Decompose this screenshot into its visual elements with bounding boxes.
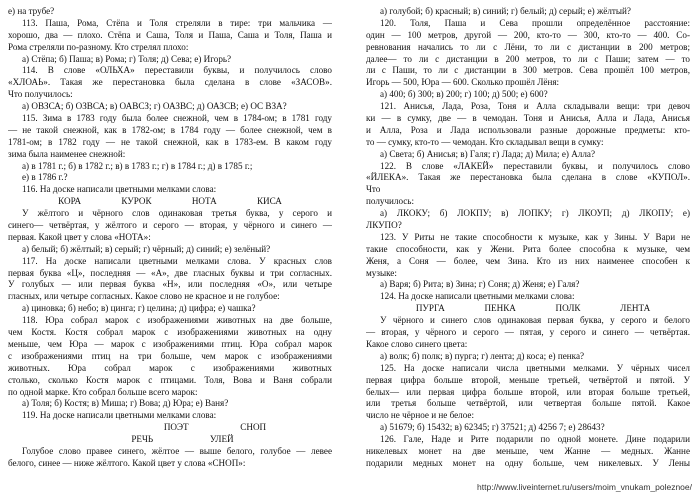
text-line: никелевых монет на две меньше, чем Жанне — медных. Жанне — [366, 445, 690, 456]
text-line: — вторая, у чёрного и серого — пятая, у серого и синего — четвёртая. — [366, 327, 690, 338]
text-line: 125. На доске написали числа цветными мелками. У чёрных чисел — [380, 362, 690, 373]
text-line: первая цифра больше второй, меньше третьей, четвёртой и пятой. У — [366, 374, 690, 385]
text-line: музыке: — [366, 267, 397, 278]
text-line: 118. Юра собрал марок с изображениями животных на две больше, — [22, 315, 332, 326]
text-line: животных. Юра собрал марок с изображениями животных — [8, 362, 332, 373]
text-line: 126. Гале, Наде и Рите подарили по одной монете. Дине подарили — [380, 434, 690, 445]
text-line: по одной марке. Кто собрал больше всего марок: — [8, 386, 198, 397]
text-line: с изображениями птиц на три больше, чем марок с изображениями — [8, 350, 332, 361]
source-url-watermark: http://www.liveinternet.ru/users/moim_vnukam_poleznoe/ — [477, 482, 692, 492]
text-line: чем Костя. Костя собрал марок с изображениями животных на одну — [8, 327, 332, 338]
answer-options: а) 51679; б) 15432; в) 62345; г) 37521; д) 4256 7; е) 28643? — [380, 422, 605, 433]
answer-options: а) в 1781 г.; б) в 1782 г.; в) в 1783 г.; г) в 1784 г.; д) в 1785 г.; — [22, 160, 253, 171]
text-line: синего— четвёртая, у жёлтого и серого — вторая, у чёрного и синего — — [8, 220, 332, 231]
text-line: далее— то ли с дистанции в 200 метров, то ли с Паши; затем — то — [366, 53, 690, 64]
text-line: ревнования начались то ли с Лёни, то ли с дистанции в 200 метров; — [366, 41, 690, 52]
word: СНОП — [240, 422, 267, 433]
text-line: такие способности, как у Жени. Рита более способна к музыке, чем — [366, 243, 690, 254]
text-line: 113. Паша, Рома, Стёпа и Толя стреляли в тире: три мальчика — — [22, 17, 332, 28]
text-line: Какое слово синего цвета: — [366, 338, 468, 349]
text-line: У жёлтого и чёрного слов одинаковая третья буква, у серого и — [22, 208, 332, 219]
text-line: — не такой снежной, как в 1782-ом; в 1784 году — более снежной, чем в — [8, 124, 332, 135]
text-line: число не чёрное и не белое: — [366, 410, 474, 421]
text-line: зима была наименее снежной: — [8, 148, 126, 159]
answer-options: а) белый; б) жёлтый; в) серый; г) чёрный; д) синий; е) зелёный? — [22, 243, 271, 254]
text-line: первая. Какой цвет у слова «НОТА»: — [8, 231, 151, 242]
text-line: один — 100 метров, другой — 200, кто-то — 300, кто-то — 400. Со- — [366, 29, 690, 40]
text-line: меньше, чем Юра — марок с изображениями птиц. Юра собрал марок — [8, 338, 332, 349]
text-line: 119. На доске написали цветными мелками слова: — [22, 410, 217, 421]
word: РЕЧЬ — [131, 434, 154, 445]
text-line: белых— или первая цифра больше второй, или вторая больше третьей, — [366, 386, 690, 397]
text-line: первая буква «Ц», последняя — «А», две гласных буквы и три согласных. — [8, 267, 332, 278]
text-line: Что получилось: — [8, 89, 73, 100]
word: КОРА — [58, 196, 82, 207]
text-line: получилось: — [366, 196, 415, 207]
word: КУРОК — [121, 196, 152, 207]
text-line: «ХЛОАЬ». Такая же перестановка была сделана в слове «ЗАСОВ». — [8, 77, 332, 88]
word: УЛЕЙ — [209, 434, 234, 445]
word: ПЕНКА — [484, 303, 516, 314]
answer-options: а) ЛКОКУ; б) ЛОКПУ; в) ЛОПКУ; г) ЛКОУП; д) ЛКОПУ; е) — [380, 208, 690, 219]
text-line: Игорь — 500, Юра — 600. Сколько прошёл Лёня: — [366, 77, 560, 88]
text-line: 122. В слове «ЛАКЕЙ» переставили буквы, и получилось слово — [380, 160, 690, 171]
word-row-119-top — [8, 422, 332, 434]
answer-options: а) Толя; б) Костя; в) Миша; г) Вова; д) Юра; е) Ваня? — [22, 398, 229, 409]
answer-options: а) 400; б) 300; в) 200; г) 100; д) 500; е) 600? — [380, 89, 548, 100]
text-line: хорошо, два — плохо. Стёпа и Саша, Толя и Паша, Саша и Толя, Паша и — [8, 29, 332, 40]
answer-options: а) голубой; б) красный; в) синий; г) белый; д) серый; е) жёлтый? — [380, 6, 631, 16]
word-row-124 — [366, 303, 690, 315]
text-line: 120. Толя, Паша и Сева прошли определённое расстояние: — [380, 17, 690, 28]
text-line: 117. На доске написали цветными мелками слова. У красных слов — [22, 255, 332, 266]
answer-options: а) ОВЗСА; б) ОЗВСА; в) ОАВСЗ; г) ОАЗВС; д) ОАЗСВ; е) ОС ВЗА? — [22, 101, 287, 112]
text-line: или третья больше четвёртой, или четвертая больше пятой. Какое — [366, 398, 690, 409]
text-line: Рома стреляли по-разному. Кто стрелял плохо: — [8, 41, 189, 52]
text-line: Женя, а Соня — более, чем Зина. Кто из них наименее способен к — [366, 255, 690, 266]
text-line: У чёрного и синего слов одинаковая первая буква, у серого и белого — [380, 315, 690, 326]
word-row-116 — [8, 196, 332, 208]
word: НОТА — [191, 196, 217, 207]
text-line: 1781-ом; в 1782 году — не такой снежной, как в 1783-ем. В каком году — [8, 136, 332, 147]
answer-options: а) циновка; б) небо; в) цинга; г) целина; д) цифра; е) чашка? — [22, 303, 256, 314]
text-line: гласных, или четыре согласных. Какое слово не красное и не голубое: — [8, 291, 280, 302]
text-line: 114. В слове «ОЛЬХА» переставили буквы, и получилось слово — [22, 65, 332, 76]
text-line: е) на трубе? — [8, 6, 55, 16]
text-line: то — сумку, кто-то — чемодан. Кто складывал вещи в сумку: — [366, 136, 604, 147]
word: ПУРГА — [415, 303, 445, 314]
answer-options: ЛКУПО? — [366, 220, 402, 231]
text-line: 123. У Риты не такие способности к музыке, как у Зины. У Вари не — [380, 231, 690, 242]
text-line: «ЙЛЕКА». Такая же перестановка была сделана в слове «КУПОЛ». — [366, 172, 690, 183]
text-line: подарили медных монет на одну больше, чем никелевых. У Лены — [366, 457, 690, 468]
answer-options: а) Света; б) Анисья; в) Галя; г) Лада; д) Мила; е) Алла? — [380, 148, 596, 159]
text-line: Что — [366, 184, 381, 195]
word: КИСА — [256, 196, 282, 207]
text-line: ли с Паши, то ли с дистанции в 300 метров. Сева прошёл 100 метров, — [366, 65, 690, 76]
text-line: ки — в сумку, две — в чемодан. Тоня и Анисья, Алла и Лада, Анисья — [366, 113, 690, 124]
answer-options: а) Варя; б) Рита; в) Зина; г) Соня; д) Женя; е) Галя? — [380, 279, 580, 290]
text-line: 124. На доске написали цветными мелками слова: — [380, 291, 575, 302]
right-page-column — [366, 6, 690, 482]
answer-options: а) Стёпа; б) Паша; в) Рома; г) Толя; д) Сева; е) Игорь? — [22, 53, 232, 64]
word-row-119-bottom — [8, 434, 332, 446]
text-line: белого, синее — ниже жёлтого. Какой цвет у слова «СНОП»: — [8, 457, 246, 468]
text-line: столько, сколько Костя марок с птицами. Толя, Вова и Ваня собрали — [8, 374, 332, 385]
text-line: У голубых — или первая буква «Н», или последняя «О», или четыре — [8, 279, 332, 290]
word: ПОЛК — [555, 303, 581, 314]
left-page-column — [8, 6, 332, 492]
text-line: 121. Анисья, Лада, Роза, Тоня и Алла складывали вещи: три девоч — [380, 101, 690, 112]
word: ЛЕНТА — [620, 303, 651, 314]
text-line: и Алла, Роза и Лада использовали разные дорожные предметы: кто- — [366, 124, 690, 135]
answer-options: а) волк; б) полк; в) пурга; г) лента; д) коса; е) пенка? — [380, 350, 585, 361]
text-line: Голубое слово правее синего, жёлтое — выше белого, голубое — левее — [22, 445, 332, 456]
text-line: 115. Зима в 1783 году была более снежной, чем в 1784-ом; в 1781 году — [22, 113, 332, 124]
answer-options: е) в 1786 г.? — [22, 172, 68, 183]
text-line: 116. На доске написали цветными мелками слова: — [22, 184, 217, 195]
word: ПОЭТ — [163, 422, 189, 433]
